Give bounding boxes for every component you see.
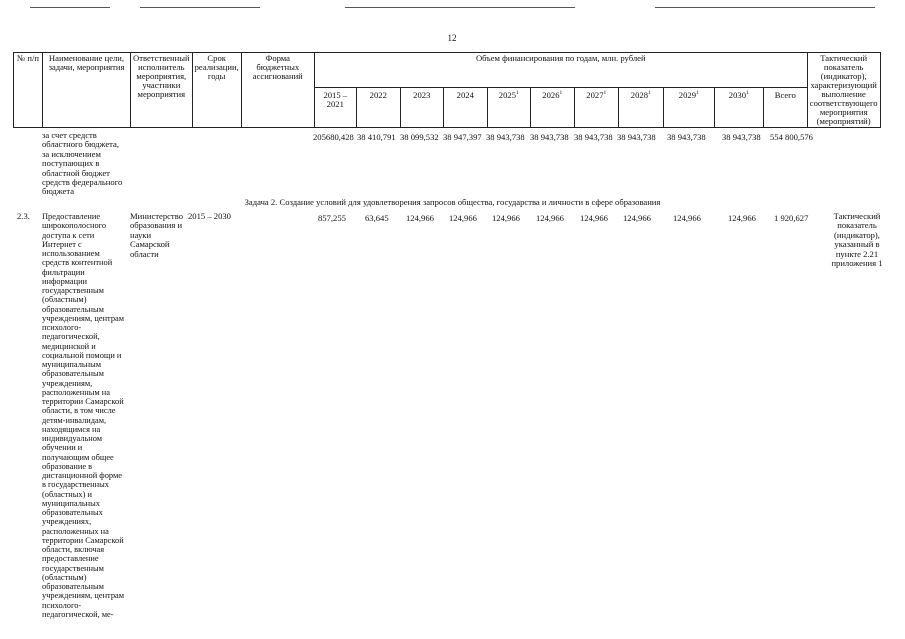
value-cell: 857,255	[318, 213, 346, 223]
row-regional-values	[0, 132, 905, 144]
value-cell: 554 800,576	[770, 132, 813, 142]
year-2025: 2025$^1$	[487, 87, 530, 127]
row-number: 2.3.	[17, 211, 30, 221]
value-cell: 38 943,738	[486, 132, 525, 142]
header-col-no: № п/п	[14, 53, 43, 128]
value-cell: 124,966	[449, 213, 477, 223]
top-rule	[345, 7, 575, 8]
header-col-name: Наименование цели, задачи, мероприятия	[43, 53, 131, 128]
row-period: 2015 – 2030	[188, 211, 231, 221]
year-total: Всего	[763, 87, 807, 127]
year-2030: 2030$^1$	[714, 87, 763, 127]
header-table	[13, 52, 881, 128]
value-cell: 124,966	[536, 213, 564, 223]
year-2015-2021: 2015 – 2021	[314, 87, 356, 127]
value-cell: 38 943,738	[667, 132, 706, 142]
year-2024: 2024	[443, 87, 487, 127]
value-cell: 38 410,791	[357, 132, 396, 142]
header-col-period: Срок реализации, годы	[192, 53, 241, 128]
value-cell: 38 099,532	[400, 132, 439, 142]
year-2028: 2028$^1$	[618, 87, 663, 127]
year-2027: 2027$^1$	[574, 87, 618, 127]
year-2026: 2026$^1$	[530, 87, 574, 127]
top-rule	[140, 7, 260, 8]
value-cell: 124,966	[728, 213, 756, 223]
value-cell: 124,966	[673, 213, 701, 223]
value-cell: 205680,428	[313, 132, 354, 142]
value-cell: 38 947,397	[443, 132, 482, 142]
header-col-form: Форма бюджетных ассигнований	[241, 53, 314, 128]
row-indicator: Тактический показатель (индикатор), указанный в пункте 2.21 приложения 1	[831, 211, 883, 269]
value-cell: 1 920,627	[774, 213, 809, 223]
value-cell: 38 943,738	[530, 132, 569, 142]
value-cell: 38 943,738	[617, 132, 656, 142]
value-cell: 124,966	[406, 213, 434, 223]
top-rule	[30, 7, 110, 8]
value-cell: 38 943,738	[574, 132, 613, 142]
value-cell: 124,966	[580, 213, 608, 223]
value-cell: 124,966	[492, 213, 520, 223]
value-cell: 38 943,738	[722, 132, 761, 142]
row-name: Предоставление широкополосного доступа к сети Интернет с использованием средств контентной фильтрации информации государственным (областным) образовательным учреждениям, центрам психолого-педагогической, медицинской и социальной помощи и муниципальным образовательным учреждениям, расположенным на территории Самарской области, в том числе детям-инвалидам, находящимся на индивидуальном обучении и получающим общее образование в дистанционной форме в государственных (областных) и муниципальных образовательных учреждениях, расположенных на территории Самарской области, включая предоставление государственным (областным) образовательным учреждениям, центрам психолого-педагогической, ме-	[42, 212, 125, 619]
row-23-values	[0, 213, 905, 225]
header-col-funding: Объем финансирования по годам, млн. рублей	[314, 53, 807, 88]
top-rule	[655, 7, 875, 8]
header-col-executor: Ответственный исполнитель мероприятия, участники мероприятия	[131, 53, 193, 128]
task-heading: Задача 2. Создание условий для удовлетворения запросов общества, государства и личности в сфере образования	[244, 197, 661, 207]
year-2022: 2022	[356, 87, 400, 127]
row-regional-label: за счет средств областного бюджета, за исключением поступающих в областной бюджет средств федерального бюджета	[42, 130, 123, 197]
page-number: 12	[447, 33, 457, 43]
year-2029: 2029$^1$	[663, 87, 714, 127]
value-cell: 124,966	[623, 213, 651, 223]
year-2023: 2023	[400, 87, 443, 127]
row-executor: Министерство образования и науки Самарской области	[130, 211, 183, 259]
header-col-indicator: Тактический показатель (индикатор), характеризующий выполнение соответствующего мероприятия (мероприятий)	[807, 53, 880, 128]
value-cell: 63,645	[365, 213, 389, 223]
